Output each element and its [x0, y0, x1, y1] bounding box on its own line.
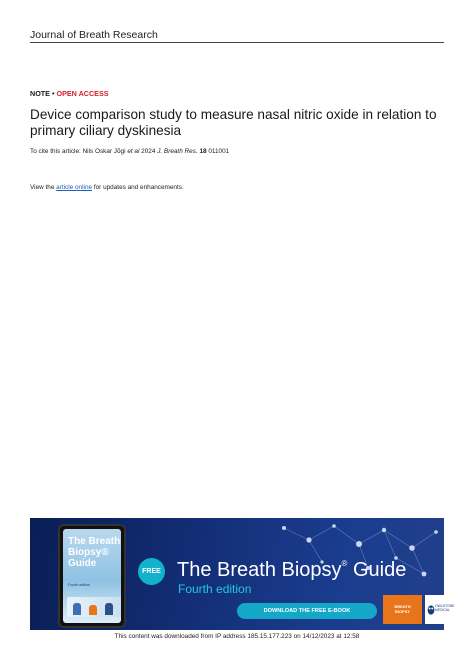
ebook-cover: [63, 529, 121, 623]
ebook-cover-photo: [67, 597, 121, 617]
owl-icon: [427, 603, 435, 615]
ad-banner[interactable]: [30, 518, 455, 630]
ad-title-main: The Breath Biopsy: [177, 559, 342, 581]
ebook-cover-subtitle: Fourth edition: [68, 583, 90, 587]
article-title: Device comparison study to measure nasal nitric oxide in relation to primary ciliary dyskinesia: [30, 107, 437, 138]
open-access-label: OPEN ACCESS: [56, 89, 109, 98]
view-online-line: [30, 184, 184, 192]
ad-title-end: Guide: [347, 559, 407, 581]
citation-prefix: To cite this article: Nils Oskar Jõgi: [30, 148, 128, 155]
ad-title-registered: ®: [341, 559, 348, 568]
download-note: This content was downloaded from IP address 185.15.177.223 on 14/12/2023 at 12:58: [114, 633, 360, 640]
owlstone-medical-logo: [425, 595, 465, 624]
download-ebook-button[interactable]: DOWNLOAD THE FREE E-BOOK: [237, 603, 377, 619]
free-badge: FREE: [138, 558, 165, 585]
citation-volume: 18: [199, 148, 207, 155]
breath-biopsy-logo-line1: BREATH: [394, 604, 411, 609]
ebook-cover-title: The Breath Biopsy® Guide: [68, 536, 121, 569]
citation-year: 2024: [139, 148, 158, 155]
ad-edition: Fourth edition: [178, 582, 252, 596]
view-suffix: for updates and enhancements.: [92, 184, 184, 191]
note-line: [30, 89, 109, 98]
ebook-tablet-image: [58, 524, 126, 628]
separator: •: [51, 89, 55, 98]
breath-biopsy-logo: [383, 595, 422, 624]
breath-biopsy-logo-line2: BIOPSY: [394, 609, 411, 614]
owlstone-logo-text: OWLSTONE MEDICAL: [435, 604, 455, 613]
view-prefix: View the: [30, 184, 57, 191]
journal-name: Journal of Breath Research: [30, 29, 158, 41]
citation: [30, 148, 229, 156]
article-online-link[interactable]: article online: [56, 184, 93, 191]
citation-et-al: et al: [127, 148, 140, 155]
citation-article-number: 011001: [206, 148, 230, 155]
journal-header: [30, 29, 444, 43]
citation-journal: J. Breath Res.: [157, 148, 198, 155]
ad-title: [177, 559, 406, 581]
note-label: NOTE: [30, 89, 50, 98]
